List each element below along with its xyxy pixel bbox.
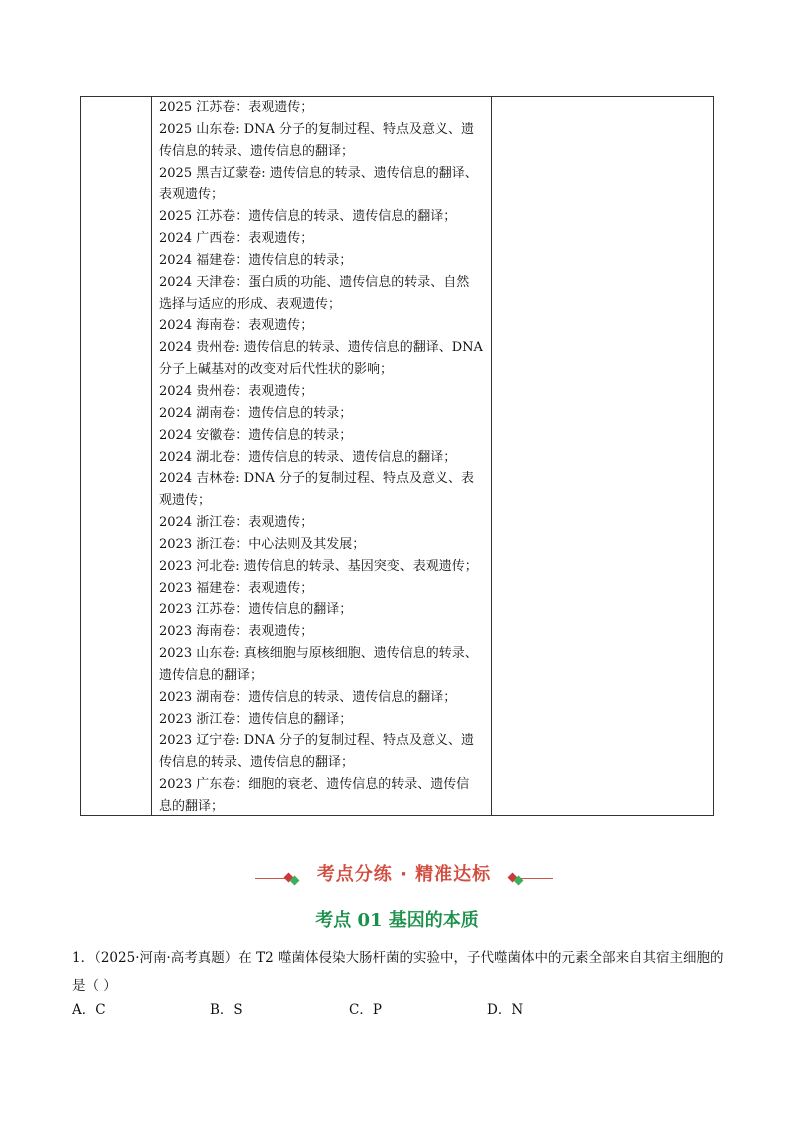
- table-divider: [151, 97, 152, 815]
- exam-source-line: 表观遗传；: [159, 187, 225, 203]
- exam-source-line: 2023 广东卷：细胞的衰老、遗传信息的转录、遗传信: [159, 777, 470, 793]
- exam-source-table: [80, 96, 714, 816]
- exam-source-line: 分子上碱基对的改变对后代性状的影响；: [159, 362, 394, 378]
- table-divider: [491, 97, 492, 815]
- exam-source-line: 息的翻译；: [159, 799, 225, 814]
- exam-source-line: 2023 山东卷: 真核细胞与原核细胞、遗传信息的转录、: [159, 646, 478, 662]
- exam-source-line: 2024 吉林卷: DNA 分子的复制过程、特点及意义、表: [159, 471, 475, 487]
- exam-source-cell: [159, 97, 489, 818]
- exam-source-line: 2025 江苏卷：表观遗传；: [159, 100, 314, 115]
- exam-source-line: 2025 黑吉辽蒙卷: 遗传信息的转录、遗传信息的翻译、: [159, 165, 478, 181]
- exam-source-line: 2024 贵州卷: 遗传信息的转录、遗传信息的翻译、DNA: [159, 340, 483, 356]
- exam-source-line: 2024 浙江卷：表观遗传；: [159, 515, 314, 531]
- exam-source-line: 2025 山东卷: DNA 分子的复制过程、特点及意义、遗: [159, 121, 475, 137]
- section-banner: [255, 858, 553, 890]
- exam-source-line: 2023 湖南卷：遗传信息的转录、遗传信息的翻译；: [159, 689, 457, 705]
- exam-source-line: 2023 江苏卷：遗传信息的翻译；: [159, 602, 353, 618]
- exam-source-line: 2024 湖北卷：遗传信息的转录、遗传信息的翻译；: [159, 449, 457, 465]
- exam-source-line: 传信息的转录、遗传信息的翻译；: [159, 755, 355, 771]
- exam-source-line: 2023 辽宁卷: DNA 分子的复制过程、特点及意义、遗: [159, 733, 475, 749]
- exam-source-line: 2023 浙江卷：中心法则及其发展；: [159, 536, 366, 552]
- exam-source-line: 2023 海南卷：表观遗传；: [159, 624, 314, 640]
- exam-source-line: 2024 天津卷：蛋白质的功能、遗传信息的转录、自然: [159, 274, 470, 290]
- option-d: D．N: [487, 1002, 524, 1018]
- exam-source-line: 观遗传；: [159, 493, 212, 509]
- exam-source-line: 2023 河北卷: 遗传信息的转录、基因突变、表观遗传；: [159, 558, 478, 574]
- exam-source-line: 2024 广西卷：表观遗传；: [159, 231, 314, 247]
- exam-source-line: 2024 安徽卷：遗传信息的转录；: [159, 427, 353, 443]
- section-title: 考点 01 基因的本质: [315, 910, 479, 931]
- exam-source-line: 2024 福建卷：遗传信息的转录；: [159, 252, 353, 268]
- option-a: A．C: [72, 1002, 106, 1018]
- exam-source-line: 2024 贵州卷：表观遗传；: [159, 383, 314, 399]
- exam-source-line: 遗传信息的翻译；: [159, 667, 264, 683]
- exam-source-line: 2023 福建卷：表观遗传；: [159, 580, 314, 596]
- option-c: C．P: [349, 1002, 382, 1018]
- exam-source-line: 2024 湖南卷：遗传信息的转录；: [159, 405, 353, 421]
- exam-source-line: 传信息的转录、遗传信息的翻译；: [159, 143, 355, 159]
- exam-source-line: 选择与适应的形成、表观遗传；: [159, 296, 342, 312]
- question-text: 1．（2025·河南·高考真题）在 T2 噬菌体侵染大肠杆菌的实验中，子代噬菌体中的元素全部来自其宿主细胞的是（ ）: [72, 950, 724, 994]
- banner-title: 考点分练 · 精准达标: [316, 864, 492, 885]
- exam-source-line: 2023 浙江卷：遗传信息的翻译；: [159, 711, 353, 727]
- option-b: B．S: [210, 1002, 243, 1018]
- exam-source-line: 2025 江苏卷：遗传信息的转录、遗传信息的翻译；: [159, 209, 457, 225]
- exam-source-line: 2024 海南卷：表观遗传；: [159, 318, 314, 334]
